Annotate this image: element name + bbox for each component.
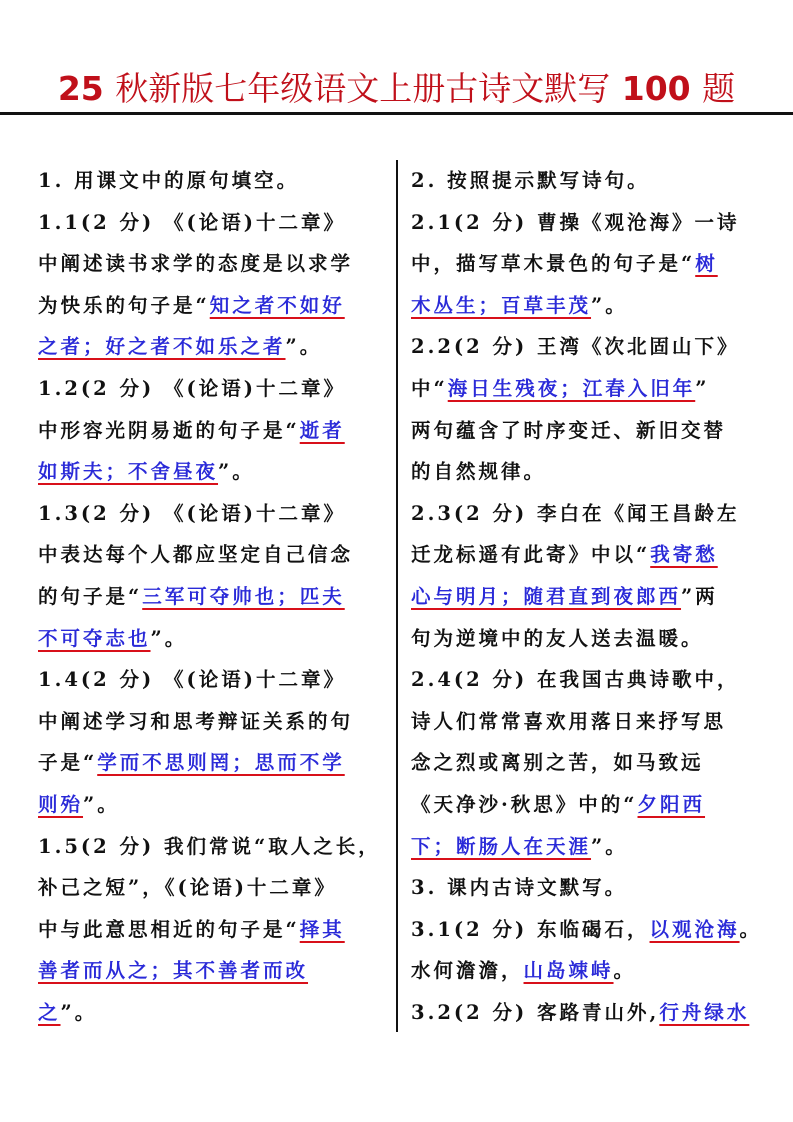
answer-text: 海日生残夜；江春入旧年 xyxy=(447,376,696,400)
prompt-text: 迁龙标遥有此寄》中以“ xyxy=(411,543,651,567)
prompt-text: 为快乐的句子是“ xyxy=(38,293,210,317)
text-line xyxy=(38,451,390,493)
answer-text: 夕阳西 xyxy=(637,792,706,816)
prompt-text: 中形容光阴易逝的句子是“ xyxy=(38,418,300,442)
text-line xyxy=(38,410,390,452)
prompt-text: ”。 xyxy=(285,335,323,359)
prompt-text: 两句蕴含了时序变迁、新旧交替 xyxy=(411,418,727,442)
answer-text: 不可夺志也 xyxy=(38,626,151,650)
prompt-text: 中表达每个人都应坚定自己信念 xyxy=(38,543,354,567)
text-line xyxy=(38,909,390,951)
answer-text: 三军可夺帅也；匹夫 xyxy=(142,584,345,608)
text-line xyxy=(38,992,390,1034)
title-rule xyxy=(0,112,793,115)
prompt-text: 2.3(2 分) 李白在《闻王昌龄左 xyxy=(411,501,740,525)
prompt-text: ”。 xyxy=(591,293,628,317)
text-line xyxy=(411,742,781,784)
text-line xyxy=(411,659,781,701)
text-line xyxy=(411,410,781,452)
prompt-text: ”。 xyxy=(218,460,255,484)
answer-text: 树 xyxy=(695,252,718,276)
text-line xyxy=(411,534,781,576)
title-prefix: 25 xyxy=(57,69,116,108)
answer-text: 如斯夫；不舍昼夜 xyxy=(38,460,219,484)
text-line xyxy=(411,285,781,327)
prompt-text: 3.1(2 分) 东临碣石， xyxy=(411,917,650,941)
answer-text: 山岛竦峙 xyxy=(523,959,614,983)
prompt-text: 《天净沙·秋思》中的“ xyxy=(411,792,638,816)
text-line xyxy=(411,867,781,909)
answer-text: 则殆 xyxy=(38,792,84,816)
text-line xyxy=(38,326,390,368)
answer-text: 择其 xyxy=(299,917,345,941)
text-line xyxy=(411,701,781,743)
text-line xyxy=(38,534,390,576)
text-line xyxy=(38,742,390,784)
text-line xyxy=(38,368,390,410)
prompt-text: 1.5(2 分) 我们常说“取人之长， xyxy=(38,834,381,858)
title-main: 秋新版七年级语文上册古诗文默写 xyxy=(115,69,611,108)
text-line xyxy=(411,992,781,1034)
text-line xyxy=(411,243,781,285)
prompt-text: 中，描写草木景色的句子是“ xyxy=(411,252,696,276)
text-line xyxy=(38,202,390,244)
answer-text: 心与明月；随君直到夜郎西 xyxy=(411,584,682,608)
answer-text: 下；断肠人在天涯 xyxy=(411,834,592,858)
answer-text: 逝者 xyxy=(299,418,345,442)
text-line xyxy=(411,493,781,535)
right-column xyxy=(411,160,781,1033)
column-divider xyxy=(396,160,398,1032)
prompt-text: 中与此意思相近的句子是“ xyxy=(38,917,300,941)
answer-text: 以观沧海 xyxy=(649,917,740,941)
prompt-text: 诗人们常常喜欢用落日来抒写思 xyxy=(411,709,727,733)
text-line xyxy=(411,826,781,868)
text-line xyxy=(38,867,390,909)
text-line xyxy=(38,701,390,743)
text-line xyxy=(38,618,390,660)
prompt-text: 。 xyxy=(739,917,763,941)
prompt-text: 2. 按照提示默写诗句。 xyxy=(411,169,650,192)
title-suffix: 题 xyxy=(702,69,736,108)
text-line xyxy=(411,909,781,951)
prompt-text: 3.2(2 分) 客路青山外, xyxy=(411,1000,660,1024)
answer-text: 行舟绿水 xyxy=(659,1000,750,1024)
text-line xyxy=(38,285,390,327)
text-line xyxy=(38,950,390,992)
prompt-text: 1.3(2 分) 《(论语)十二章》 xyxy=(38,501,346,525)
answer-text: 之 xyxy=(38,1000,61,1024)
prompt-text: 1.2(2 分) 《(论语)十二章》 xyxy=(38,376,346,400)
text-line xyxy=(411,451,781,493)
prompt-text: 。 xyxy=(613,959,637,983)
document-title xyxy=(0,66,793,112)
prompt-text: 的自然规律。 xyxy=(411,460,547,484)
text-line xyxy=(411,160,781,202)
prompt-text: 句为逆境中的友人送去温暖。 xyxy=(411,626,704,650)
prompt-text: 子是“ xyxy=(38,751,98,775)
title-count: 100 xyxy=(610,69,703,108)
prompt-text: ”。 xyxy=(150,626,188,650)
prompt-text: ” xyxy=(695,376,710,400)
text-line xyxy=(411,202,781,244)
prompt-text: 水何澹澹， xyxy=(411,959,524,983)
answer-text: 我寄愁 xyxy=(650,543,718,567)
prompt-text: 中阐述学习和思考辩证关系的句 xyxy=(38,709,354,733)
prompt-text: 中“ xyxy=(411,376,448,400)
text-line xyxy=(38,493,390,535)
text-line xyxy=(38,243,390,285)
text-line xyxy=(411,784,781,826)
text-line xyxy=(38,826,390,868)
prompt-text: ”。 xyxy=(591,834,628,858)
answer-text: 善者而从之；其不善者而改 xyxy=(38,959,309,983)
text-line xyxy=(38,160,390,202)
answer-text: 知之者不如好 xyxy=(209,293,345,317)
text-line xyxy=(411,618,781,660)
prompt-text: ”。 xyxy=(83,792,120,816)
answer-text: 学而不思则罔；思而不学 xyxy=(97,751,345,775)
text-line xyxy=(38,576,390,618)
prompt-text: 念之烈或离别之苦，如马致远 xyxy=(411,751,704,775)
answer-text: 之者；好之者不如乐之者 xyxy=(38,335,286,359)
text-line xyxy=(411,950,781,992)
text-line xyxy=(411,368,781,410)
text-line xyxy=(411,576,781,618)
prompt-text: 补己之短”，《(论语)十二章》 xyxy=(38,876,337,900)
prompt-text: 1.4(2 分) 《(论语)十二章》 xyxy=(38,668,346,692)
prompt-text: 中阐述读书求学的态度是以求学 xyxy=(38,252,354,276)
prompt-text: 2.4(2 分) 在我国古典诗歌中， xyxy=(411,668,740,692)
text-line xyxy=(38,659,390,701)
prompt-text: 1.1(2 分) 《(论语)十二章》 xyxy=(38,210,346,234)
prompt-text: 1. 用课文中的原句填空。 xyxy=(38,169,300,192)
text-line xyxy=(38,784,390,826)
prompt-text: 的句子是“ xyxy=(38,584,143,608)
prompt-text: 2.2(2 分) 王湾《次北固山下》 xyxy=(411,335,740,359)
left-column xyxy=(38,160,390,1033)
prompt-text: 3. 课内古诗文默写。 xyxy=(411,876,628,900)
text-line xyxy=(411,326,781,368)
prompt-text: ”两 xyxy=(681,584,718,608)
prompt-text: 2.1(2 分) 曹操《观沧海》一诗 xyxy=(411,210,740,234)
prompt-text: ”。 xyxy=(60,1000,98,1024)
answer-text: 木丛生；百草丰茂 xyxy=(411,293,592,317)
